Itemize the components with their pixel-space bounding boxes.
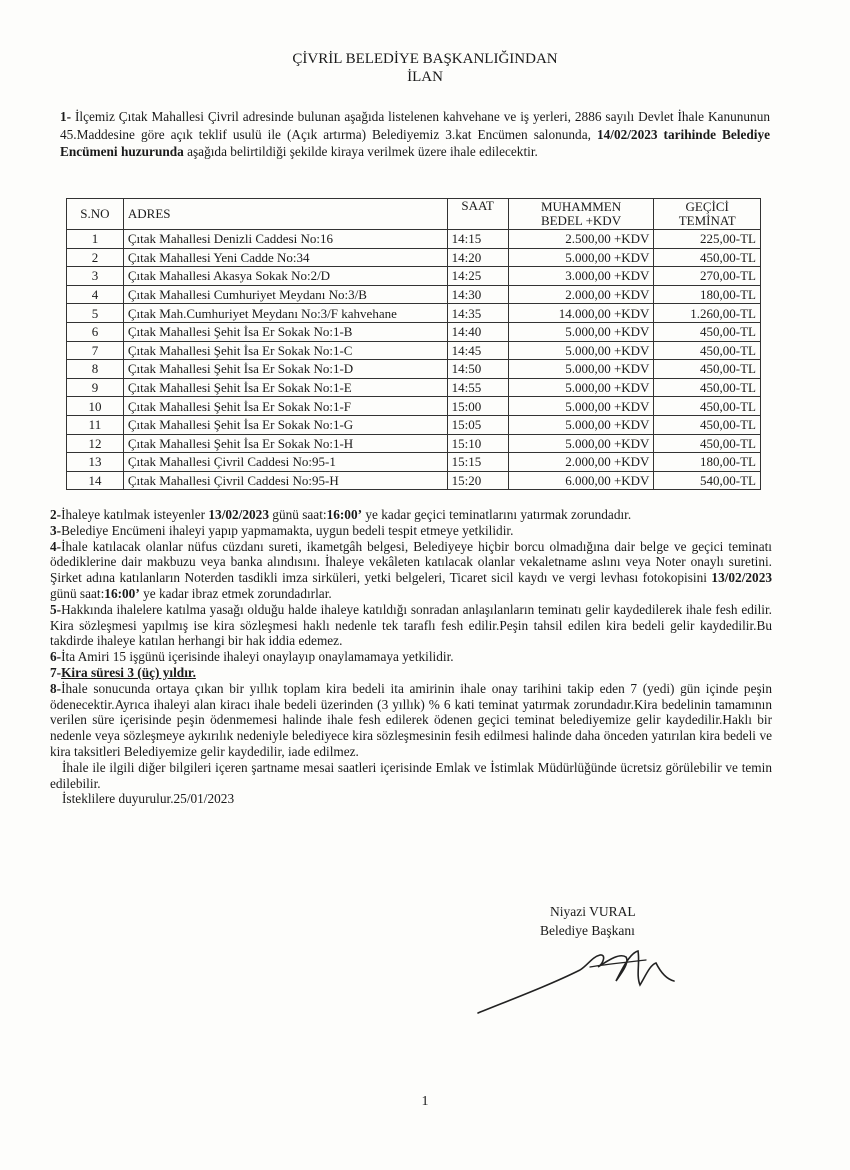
cell-saat: 14:45 xyxy=(447,341,508,360)
clause-6: 6-İta Amiri 15 işgünü içerisinde ihaleyi onaylayıp onaylamamaya yetkilidir. xyxy=(50,649,454,665)
handwritten-signature-icon xyxy=(470,945,700,1020)
table-row xyxy=(67,304,761,323)
clause-5-number: 5- xyxy=(50,601,62,617)
cell-no: 14 xyxy=(67,471,124,490)
table-row xyxy=(67,285,761,304)
cell-no: 4 xyxy=(67,285,124,304)
intro-end: aşağıda belirtildiği şekilde kiraya verilmek üzere ihale edilecektir. xyxy=(183,144,538,159)
duyuru-paragraph: İsteklilere duyurulur.25/01/2023 xyxy=(62,791,235,807)
cell-teminat: 225,00-TL xyxy=(654,230,761,249)
table-header-row xyxy=(67,199,761,230)
cell-no: 1 xyxy=(67,230,124,249)
clause-2-prefix: 2- xyxy=(50,507,62,522)
cell-adres: Çıtak Mahallesi Cumhuriyet Meydanı No:3/B xyxy=(123,285,447,304)
header-teminat-line1: GEÇİCİ xyxy=(685,199,729,214)
table-row xyxy=(67,397,761,416)
cell-adres: Çıtak Mahallesi Şehit İsa Er Sokak No:1-D xyxy=(123,360,447,379)
cell-saat: 15:20 xyxy=(447,471,508,490)
table-row xyxy=(67,360,761,379)
cell-no: 12 xyxy=(67,434,124,453)
cell-saat: 14:40 xyxy=(447,322,508,341)
clause-7 xyxy=(50,665,772,681)
cell-adres: Çıtak Mahallesi Şehit İsa Er Sokak No:1-F xyxy=(123,397,447,416)
header-no: S.NO xyxy=(67,199,124,230)
cell-no: 10 xyxy=(67,397,124,416)
clause-4-a: 4-İhale katılacak olanlar nüfus cüzdanı sureti, ikametgâh belgesi, Belediyeye hiçbir borcu olmadığına dair belge ve geçici teminatı ödediklerine dair makbuzu veya banka alındısını. İhaleye vekâleten katılacak olanlar vekaletname aslını veya Noter onaylı suretini. Şirket adına katılanların Noterden tasdikli imza sirküleri, yetki belgeleri, Ticaret sicil kaydı ve vergi levhası fotokopisini xyxy=(50,538,772,586)
cell-adres: Çıtak Mahallesi Denizli Caddesi No:16 xyxy=(123,230,447,249)
cell-adres: Çıtak Mahallesi Akasya Sokak No:2/D xyxy=(123,267,447,286)
cell-bedel: 5.000,00 +KDV xyxy=(508,397,654,416)
header-title: ÇİVRİL BELEDİYE BAŞKANLIĞINDAN xyxy=(292,51,558,67)
table-row xyxy=(67,322,761,341)
clause-2-date: 13/02/2023 xyxy=(208,507,269,522)
cell-no: 7 xyxy=(67,341,124,360)
cell-no: 8 xyxy=(67,360,124,379)
cell-bedel: 5.000,00 +KDV xyxy=(508,341,654,360)
clause-4 xyxy=(50,539,772,602)
header-saat: SAAT xyxy=(447,199,508,230)
table-row xyxy=(67,471,761,490)
signature-block xyxy=(540,902,636,940)
cell-no: 3 xyxy=(67,267,124,286)
cell-adres: Çıtak Mah.Cumhuriyet Meydanı No:3/F kahvehane xyxy=(123,304,447,323)
cell-teminat: 450,00-TL xyxy=(654,248,761,267)
cell-no: 5 xyxy=(67,304,124,323)
clause-4-c: günü saat: xyxy=(50,585,105,601)
cell-adres: Çıtak Mahallesi Çivril Caddesi No:95-H xyxy=(123,471,447,490)
intro-text: 1- İlçemiz Çıtak Mahallesi Çivril adresinde bulunan aşağıda listelenen kahvehane ve iş yerleri, 2886 sayılı Devlet İhale Kanununun 45.Maddesine göre açık teklif usulü ile (Açık artırma) Belediyemiz 3.kat Encümen salonunda, xyxy=(60,109,770,142)
cell-teminat: 450,00-TL xyxy=(654,415,761,434)
clause-2-e: ye kadar geçici teminatlarını yatırmak zorundadır. xyxy=(362,507,632,522)
cell-saat: 14:55 xyxy=(447,378,508,397)
cell-teminat: 450,00-TL xyxy=(654,341,761,360)
cell-bedel: 5.000,00 +KDV xyxy=(508,415,654,434)
cell-saat: 14:50 xyxy=(447,360,508,379)
clause-4-number: 4- xyxy=(50,538,62,554)
intro-number: 1- xyxy=(60,109,72,124)
cell-no: 9 xyxy=(67,378,124,397)
clause-5: 5-Hakkında ihalelere katılma yasağı olduğu halde ihaleye katıldığı sonradan anlaşılanların teminatı gelir kaydedilerek ihale fesh edilir. Kira sözleşmesi yapılmış ise kira sözleşmesi haklı nedenle tek taraflı fesh edilir.Peşin tahsil edilen kira bedeli gelir kaydedilir.Bu takdirde ihaleye katılan herhangi bir hak iddia edemez. xyxy=(50,601,772,649)
cell-bedel: 5.000,00 +KDV xyxy=(508,434,654,453)
table-body xyxy=(67,230,761,490)
header-adres: ADRES xyxy=(123,199,447,230)
cell-bedel: 5.000,00 +KDV xyxy=(508,378,654,397)
cell-saat: 15:10 xyxy=(447,434,508,453)
cell-saat: 14:35 xyxy=(447,304,508,323)
clause-7-text: Kira süresi 3 (üç) yıldır. xyxy=(61,664,196,680)
table-row xyxy=(67,453,761,472)
cell-adres: Çıtak Mahallesi Çivril Caddesi No:95-1 xyxy=(123,453,447,472)
cell-no: 13 xyxy=(67,453,124,472)
cell-adres: Çıtak Mahallesi Şehit İsa Er Sokak No:1-B xyxy=(123,322,447,341)
page-number: 1 xyxy=(421,1094,429,1109)
cell-teminat: 450,00-TL xyxy=(654,397,761,416)
clause-4-date: 13/02/2023 xyxy=(711,570,772,586)
header-subtitle: İLAN xyxy=(407,69,443,85)
sartname-paragraph: İhale ile ilgili diğer bilgileri içeren şartname mesai saatleri içerisinde Emlak ve İstimlak Müdürlüğünde ücretsiz görülebilir ve temin edilebilir. xyxy=(50,759,772,791)
tender-table xyxy=(66,198,761,490)
cell-bedel: 2.000,00 +KDV xyxy=(508,285,654,304)
signatory-name: Niyazi VURAL xyxy=(550,904,636,919)
cell-bedel: 5.000,00 +KDV xyxy=(508,360,654,379)
clause-2-c: günü saat: xyxy=(268,507,327,522)
clause-3-number: 3- xyxy=(50,522,62,538)
header-bedel xyxy=(508,199,654,230)
header-bedel-line2: BEDEL +KDV xyxy=(540,213,622,228)
cell-saat: 14:25 xyxy=(447,267,508,286)
table-row xyxy=(67,248,761,267)
table-row xyxy=(67,378,761,397)
cell-saat: 15:15 xyxy=(447,453,508,472)
cell-bedel: 2.500,00 +KDV xyxy=(508,230,654,249)
table-row xyxy=(67,267,761,286)
clause-7-prefix: 7- xyxy=(50,664,62,680)
clause-3: 3-Belediye Encümeni ihaleyi yapıp yapmamakta, uygun bedeli tespit etmeye yetkilidir. xyxy=(50,522,514,538)
cell-bedel: 2.000,00 +KDV xyxy=(508,453,654,472)
clause-2 xyxy=(50,507,772,523)
table-row xyxy=(67,341,761,360)
cell-teminat: 450,00-TL xyxy=(654,378,761,397)
cell-no: 2 xyxy=(67,248,124,267)
header-teminat xyxy=(654,199,761,230)
header-teminat-line2: TEMİNAT xyxy=(678,213,736,228)
cell-bedel: 6.000,00 +KDV xyxy=(508,471,654,490)
cell-saat: 14:20 xyxy=(447,248,508,267)
table-row xyxy=(67,230,761,249)
cell-saat: 15:00 xyxy=(447,397,508,416)
cell-teminat: 180,00-TL xyxy=(654,453,761,472)
cell-adres: Çıtak Mahallesi Yeni Cadde No:34 xyxy=(123,248,447,267)
document-header xyxy=(0,50,850,86)
clause-4-e: ye kadar ibraz etmek zorundadırlar. xyxy=(139,585,332,601)
clauses xyxy=(50,507,772,807)
cell-bedel: 5.000,00 +KDV xyxy=(508,248,654,267)
cell-adres: Çıtak Mahallesi Şehit İsa Er Sokak No:1-G xyxy=(123,415,447,434)
cell-no: 11 xyxy=(67,415,124,434)
cell-teminat: 450,00-TL xyxy=(654,434,761,453)
table-row xyxy=(67,415,761,434)
clause-8: 8-İhale sonucunda ortaya çıkan bir yıllık toplam kira bedeli ita amirinin ihale onay tarihini takip eden 7 (yedi) gün içinde peşin ödenecektir.Ayrıca ihaleyi alan kiracı ihale bedeli üzerinden (3 yıllık) % 6 kati teminat yatırmak zorundadır.Kira bedelinin tamamının verilen süre içerisinde peşin ödenmemesi halinde ihale fesh edilerek ödenen geçici teminat belediyemize gelir kaydedilir.Haklı bir nedenle veya sözleşmeye aykırılık nedeniyle belediyece kira sözleşmesinin fesih edilmesi halinde daha önceden yatırılan kira bedeli ve kira taksitleri Belediyemize gelir kaydedilir, iade edilmez. xyxy=(50,680,772,759)
clause-6-number: 6- xyxy=(50,649,62,665)
cell-teminat: 450,00-TL xyxy=(654,322,761,341)
cell-saat: 15:05 xyxy=(447,415,508,434)
cell-bedel: 5.000,00 +KDV xyxy=(508,322,654,341)
clause-8-number: 8- xyxy=(50,680,62,696)
cell-adres: Çıtak Mahallesi Şehit İsa Er Sokak No:1-H xyxy=(123,434,447,453)
intro-date: 14/02/2023 tarihinde Belediye Encümeni huzurunda xyxy=(60,126,771,159)
cell-saat: 14:15 xyxy=(447,230,508,249)
header-bedel-line1: MUHAMMEN xyxy=(540,199,622,214)
cell-no: 6 xyxy=(67,322,124,341)
cell-teminat: 1.260,00-TL xyxy=(654,304,761,323)
cell-teminat: 270,00-TL xyxy=(654,267,761,286)
cell-saat: 14:30 xyxy=(447,285,508,304)
table-row xyxy=(67,434,761,453)
cell-teminat: 540,00-TL xyxy=(654,471,761,490)
signatory-title: Belediye Başkanı xyxy=(540,923,635,938)
cell-teminat: 450,00-TL xyxy=(654,360,761,379)
intro-paragraph xyxy=(60,108,770,161)
clause-4-time: 16:00’ xyxy=(104,585,140,601)
clause-2-a: İhaleye katılmak isteyenler xyxy=(61,507,209,522)
cell-adres: Çıtak Mahallesi Şehit İsa Er Sokak No:1-C xyxy=(123,341,447,360)
cell-teminat: 180,00-TL xyxy=(654,285,761,304)
cell-bedel: 3.000,00 +KDV xyxy=(508,267,654,286)
cell-adres: Çıtak Mahallesi Şehit İsa Er Sokak No:1-E xyxy=(123,378,447,397)
cell-bedel: 14.000,00 +KDV xyxy=(508,304,654,323)
clause-2-time: 16:00’ xyxy=(326,507,363,522)
